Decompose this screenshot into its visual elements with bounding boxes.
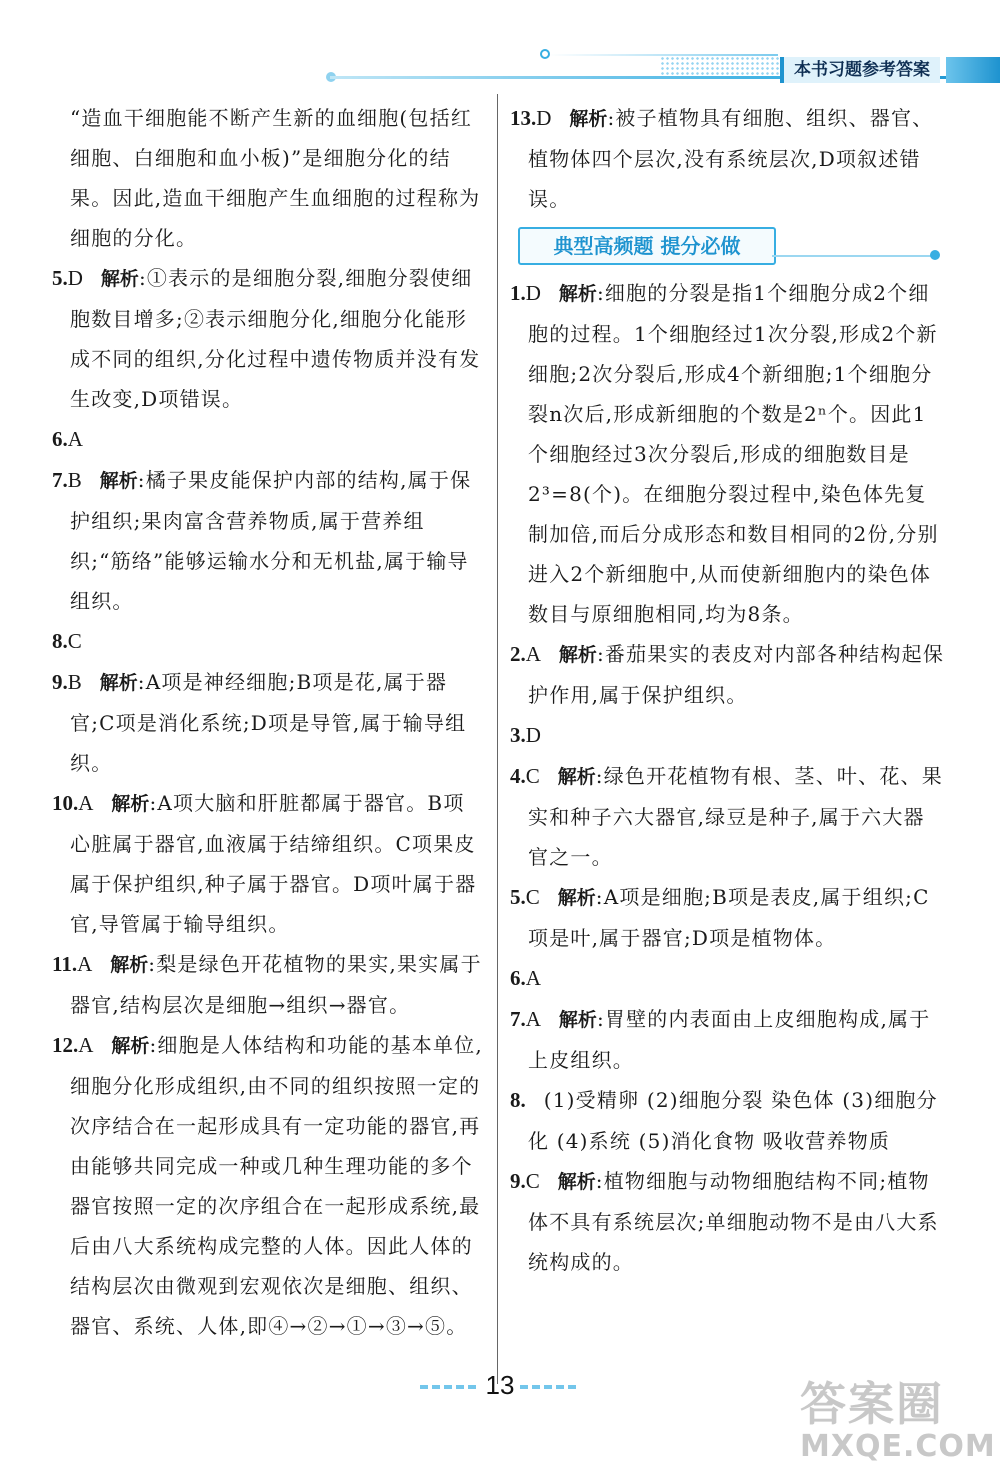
answer-item <box>510 98 945 219</box>
analysis-text: :被子植物具有细胞、组织、器官、植物体四个层次,没有系统层次,D项叙述错误。 <box>528 106 934 211</box>
analysis-text: :A项是细胞;B项是表皮,属于组织;C项是叶,属于器官;D项是植物体。 <box>528 885 930 950</box>
answer-number: 6. <box>510 966 526 990</box>
section-title: 典型高频题 提分必做 <box>518 227 776 265</box>
answer-item <box>52 783 484 944</box>
answer-item <box>510 999 945 1080</box>
answer-number: 7. <box>510 1007 526 1031</box>
analysis-label: 解析 <box>100 268 139 290</box>
analysis-text: (1)受精卵 (2)细胞分裂 染色体 (3)细胞分化 (4)系统 (5)消化食物 吸收营养物质 <box>528 1088 938 1153</box>
analysis-label: 解析 <box>99 470 138 492</box>
answer-choice: C <box>67 629 82 653</box>
analysis-text: :绿色开花植物有根、茎、叶、花、果实和种子六大器官,绿豆是种子,属于六大器官之一。 <box>528 764 943 869</box>
analysis-label: 解析 <box>557 1171 596 1193</box>
analysis-label: 解析 <box>558 283 597 305</box>
answer-item <box>510 1080 945 1161</box>
answer-choice: A <box>67 427 83 451</box>
answer-item <box>52 419 484 460</box>
answer-choice: D <box>67 266 83 290</box>
answer-number: 5. <box>52 266 68 290</box>
answer-item <box>52 944 484 1025</box>
right-answer-list-top <box>510 98 945 219</box>
analysis-text: :植物细胞与动物细胞结构不同;植物体不具有系统层次;单细胞动物不是由八大系统构成的。 <box>528 1169 939 1274</box>
answer-number: 1. <box>510 281 526 305</box>
analysis-text: :细胞是人体结构和功能的基本单位,细胞分化形成组织,由不同的组织按照一定的次序结合在一起形成具有一定功能的器官,再由能够共同完成一种或几种生理功能的多个器官按照一定的次序组合在一起形成系统,最后由八大系统构成完整的人体。因此人体的结构层次由微观到宏观依次是细胞、组织、器官、系统、人体,即④→②→①→③→⑤。 <box>70 1033 483 1338</box>
answer-choice: D <box>536 106 552 130</box>
answer-number: 5. <box>510 885 526 909</box>
header-tail-block <box>946 57 1000 83</box>
section-rule <box>772 255 932 257</box>
answer-choice: A <box>525 966 541 990</box>
answer-item <box>510 877 945 958</box>
watermark-line1: 答案圈 <box>800 1377 944 1431</box>
answer-item <box>510 634 945 715</box>
answer-item <box>510 273 945 634</box>
analysis-label: 解析 <box>111 793 150 815</box>
left-answer-list <box>52 258 484 1346</box>
answer-number: 9. <box>510 1169 526 1193</box>
answer-choice: D <box>525 281 541 305</box>
analysis-text: :胃壁的内表面由上皮细胞构成,属于上皮组织。 <box>528 1007 931 1072</box>
answer-number: 6. <box>52 427 68 451</box>
answer-item <box>510 715 945 756</box>
answer-number: 3. <box>510 723 526 747</box>
answer-item <box>52 621 484 662</box>
answer-choice: A <box>525 642 541 666</box>
right-column <box>510 98 945 1282</box>
answer-item <box>52 258 484 419</box>
answer-number: 7. <box>52 468 68 492</box>
answer-item <box>510 958 945 999</box>
analysis-label: 解析 <box>569 108 608 130</box>
answer-number: 8. <box>52 629 68 653</box>
analysis-label: 解析 <box>557 887 596 909</box>
left-column <box>52 98 484 1346</box>
analysis-label: 解析 <box>110 954 149 976</box>
analysis-text: :A项大脑和肝脏都属于器官。B项心脏属于器官,血液属于结缔组织。C项果皮属于保护组织,种子属于器官。D项叶属于器官,导管属于输导组织。 <box>70 791 477 936</box>
answer-choice: C <box>525 1169 540 1193</box>
answer-number: 12. <box>52 1033 79 1057</box>
answer-choice: A <box>525 1007 541 1031</box>
page-number: 13 <box>485 1370 515 1400</box>
analysis-text: :A项是神经细胞;B项是花,属于器官;C项是消化系统;D项是导管,属于输导组织。 <box>70 670 467 775</box>
header-dot-pattern <box>660 56 780 78</box>
analysis-label: 解析 <box>558 644 597 666</box>
analysis-text: :梨是绿色开花植物的果实,果实属于器官,结构层次是细胞→组织→器官。 <box>70 952 482 1017</box>
answer-item <box>52 1025 484 1346</box>
answer-choice: B <box>67 468 82 492</box>
column-divider <box>497 94 498 1384</box>
continuation-text: “造血干细胞能不断产生新的血细胞(包括红细胞、白细胞和血小板)”是细胞分化的结果。因此,造血干细胞产生血细胞的过程称为细胞的分化。 <box>70 106 481 250</box>
answer-number: 8. <box>510 1088 526 1112</box>
answer-choice: A <box>77 952 93 976</box>
answer-number: 13. <box>510 106 537 130</box>
header-label: 本书习题参考答案 <box>780 57 940 83</box>
analysis-label: 解析 <box>111 1035 150 1057</box>
answer-choice: C <box>525 764 540 788</box>
header-circle-icon <box>540 49 550 59</box>
answer-number: 11. <box>52 952 78 976</box>
analysis-label: 解析 <box>99 672 138 694</box>
answer-choice: D <box>525 723 541 747</box>
answer-number: 2. <box>510 642 526 666</box>
answer-number: 10. <box>52 791 79 815</box>
analysis-text: :橘子果皮能保护内部的结构,属于保护组织;果肉富含营养物质,属于营养组织;“筋络”能够运输水分和无机盐,属于输导组织。 <box>70 468 472 613</box>
watermark-logo <box>800 1377 996 1468</box>
analysis-label: 解析 <box>558 1009 597 1031</box>
analysis-text: :①表示的是细胞分裂,细胞分裂使细胞数目增多;②表示细胞分化,细胞分化能形成不同的组织,分化过程中遗传物质并没有发生改变,D项错误。 <box>70 266 481 411</box>
answer-choice: C <box>525 885 540 909</box>
right-answer-list <box>510 273 945 1282</box>
section-dot-icon <box>930 250 940 260</box>
answer-choice: A <box>78 1033 94 1057</box>
watermark-line2: MXQE.COM <box>800 1429 996 1464</box>
analysis-text: :细胞的分裂是指1个细胞分成2个细胞的过程。1个细胞经过1次分裂,形成2个新细胞;2次分裂后,形成4个新细胞;1个细胞分裂n次后,形成新细胞的个数是2ⁿ个。因此1个细胞经过3次分裂后,形成的细胞数目是2³=8(个)。在细胞分裂过程中,染色体先复制加倍,而后分成形态和数目相同的2份,分别进入2个新细胞中,从而使新细胞内的染色体数目与原细胞相同,均为8条。 <box>528 281 939 626</box>
answer-item <box>510 756 945 877</box>
section-header <box>510 225 945 265</box>
answer-item <box>52 460 484 621</box>
analysis-text: :番茄果实的表皮对内部各种结构起保护作用,属于保护组织。 <box>528 642 945 707</box>
analysis-label: 解析 <box>557 766 596 788</box>
answer-choice: B <box>67 670 82 694</box>
answer-item <box>52 662 484 783</box>
answer-number: 9. <box>52 670 68 694</box>
answer-item <box>510 1161 945 1282</box>
answer-choice: A <box>78 791 94 815</box>
answer-number: 4. <box>510 764 526 788</box>
